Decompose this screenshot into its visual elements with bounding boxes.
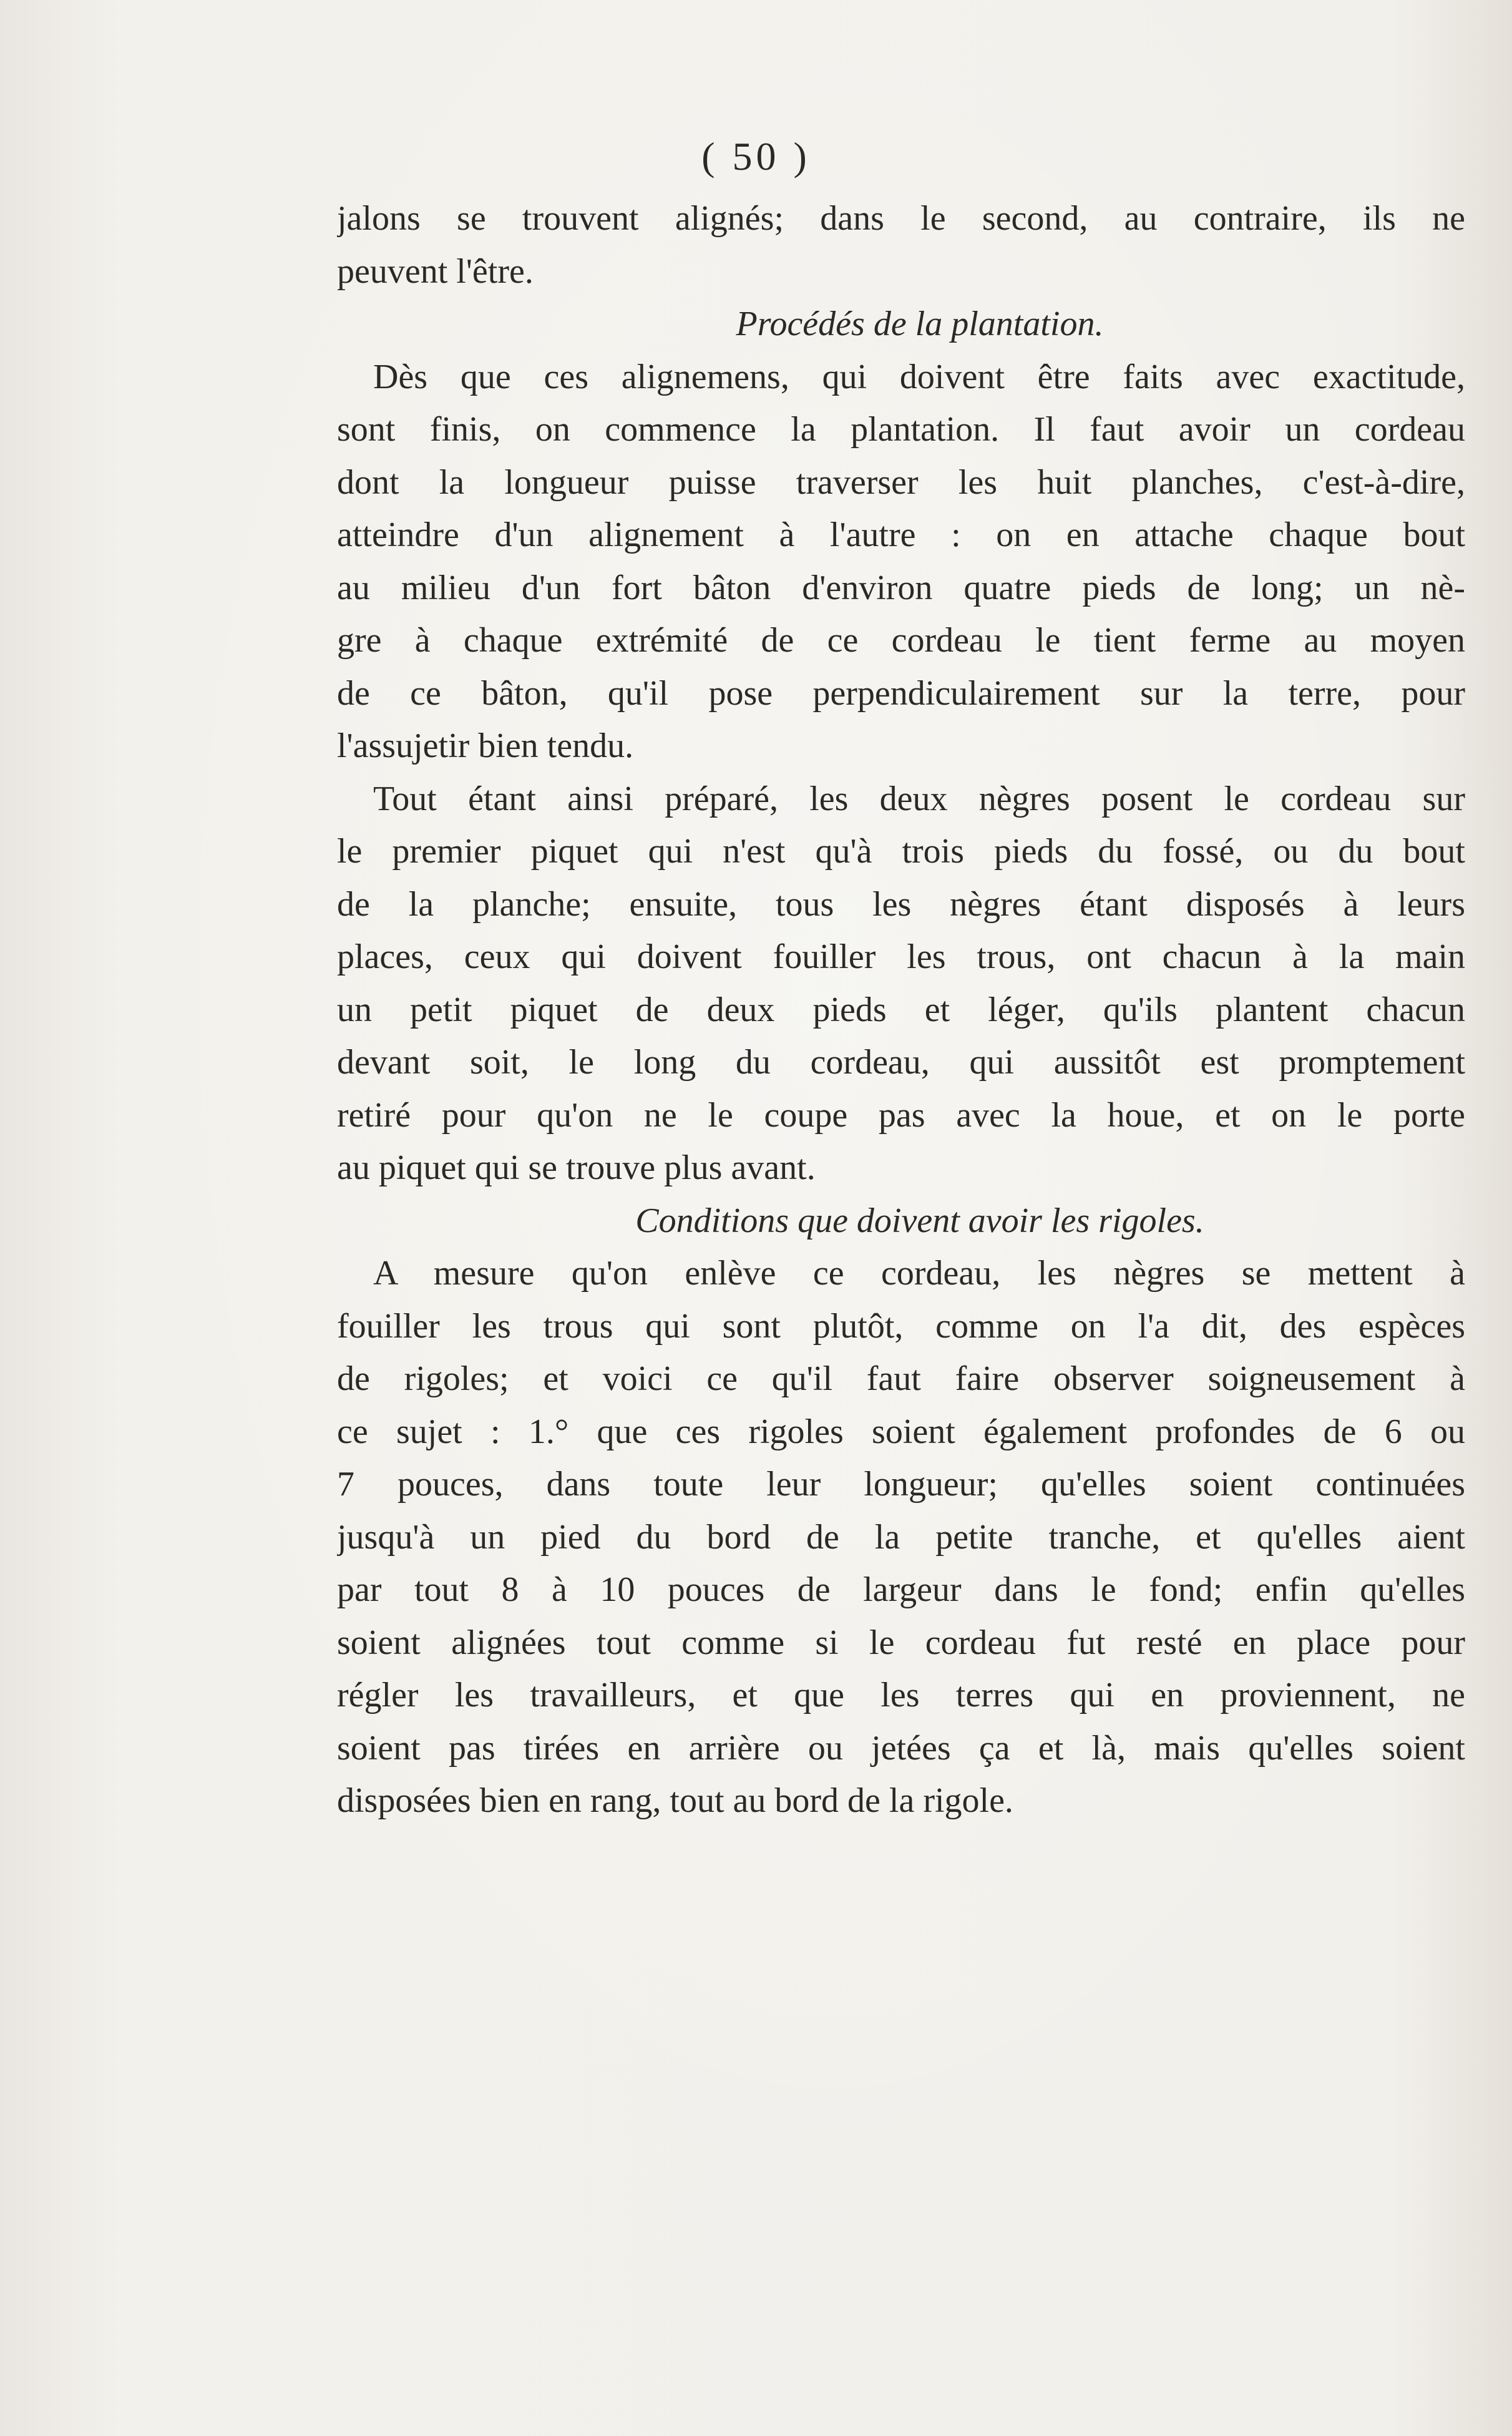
- text-line: A mesure qu'on enlève ce cordeau, les nègres se mettent à: [373, 1254, 1465, 1293]
- text-line: atteindre d'un alignement à l'autre : on en attache chaque bout: [337, 516, 1465, 554]
- text-line: dont la longueur puisse traverser les huit planches, c'est-à-dire,: [337, 462, 1465, 502]
- text-line: le premier piquet qui n'est qu'à trois pieds du fossé, ou du bout: [337, 832, 1465, 871]
- text-line: par tout 8 à 10 pouces de largeur dans le fond; enfin qu'elles: [337, 1570, 1465, 1609]
- text-line: peuvent l'être.: [337, 252, 534, 291]
- text-line: Dès que ces alignemens, qui doivent être faits avec exactitude,: [373, 357, 1465, 396]
- text-line: jusqu'à un pied du bord de la petite tranche, et qu'elles aient: [337, 1517, 1465, 1557]
- text-line: gre à chaque extrémité de ce cordeau le tient ferme au moyen: [337, 621, 1465, 660]
- text-line: retiré pour qu'on ne le coupe pas avec la houe, et on le porte: [337, 1095, 1465, 1135]
- section-heading: Procédés de la plantation.: [736, 305, 1104, 343]
- text-line: devant soit, le long du cordeau, qui aussitôt est promptement: [337, 1043, 1465, 1082]
- text-line: un petit piquet de deux pieds et léger, qu'ils plantent chacun: [337, 990, 1465, 1029]
- text-line: régler les travailleurs, et que les terres qui en proviennent, ne: [337, 1676, 1465, 1714]
- text-line: de la planche; ensuite, tous les nègres étant disposés à leurs: [337, 884, 1465, 924]
- text-line: soient alignées tout comme si le cordeau fut resté en place pour: [337, 1623, 1465, 1662]
- text-line: au piquet qui se trouve plus avant.: [337, 1148, 816, 1187]
- page-number: ( 50 ): [701, 134, 811, 179]
- text-line: ce sujet : 1.° que ces rigoles soient également profondes de 6 ou: [337, 1412, 1465, 1451]
- section-heading: Conditions que doivent avoir les rigoles.: [635, 1201, 1204, 1240]
- text-line: de ce bâton, qu'il pose perpendiculairement sur la terre, pour: [337, 673, 1465, 713]
- text-line: soient pas tirées en arrière ou jetées ça et là, mais qu'elles soient: [337, 1728, 1465, 1768]
- text-line: Tout étant ainsi préparé, les deux nègres posent le cordeau sur: [373, 779, 1465, 818]
- text-line: au milieu d'un fort bâton d'environ quatre pieds de long; un nè-: [337, 568, 1465, 607]
- text-line: jalons se trouvent alignés; dans le second, au contraire, ils ne: [337, 199, 1465, 238]
- text-line: sont finis, on commence la plantation. Il faut avoir un cordeau: [337, 410, 1465, 449]
- text-line: fouiller les trous qui sont plutôt, comme on l'a dit, des espèces: [337, 1306, 1465, 1346]
- text-line: disposées bien en rang, tout au bord de la rigole.: [337, 1781, 1013, 1820]
- text-line: l'assujetir bien tendu.: [337, 726, 634, 765]
- text-line: 7 pouces, dans toute leur longueur; qu'elles soient continuées: [337, 1465, 1465, 1504]
- text-line: de rigoles; et voici ce qu'il faut faire observer soigneusement à: [337, 1359, 1465, 1398]
- text-line: places, ceux qui doivent fouiller les trous, ont chacun à la main: [337, 937, 1465, 976]
- body-text: [337, 192, 1465, 1827]
